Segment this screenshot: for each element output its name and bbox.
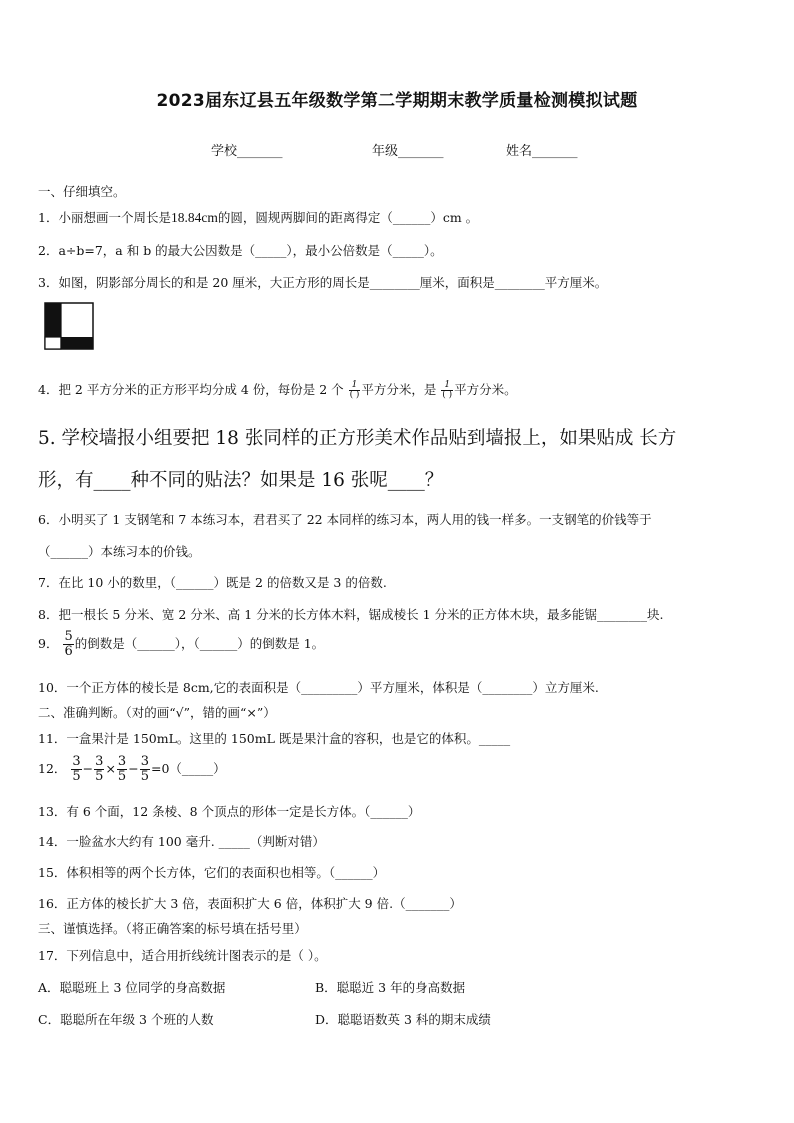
- question-1-text-a: 小丽想画一个周长是: [58, 210, 171, 225]
- question-12-fraction-3: $\frac{3}{5}$: [117, 754, 127, 784]
- choice-a[interactable]: A．聪聪班上 3 位同学的身高数据: [38, 980, 226, 995]
- school-field[interactable]: 学校_______: [211, 144, 283, 159]
- choice-d[interactable]: D．聪聪语数英 3 科的期末成绩: [315, 1012, 491, 1027]
- question-10: 10．一个正方体的棱长是 8cm,它的表面积是（_________）平方厘米，体积是（________）立方厘米.: [38, 680, 599, 695]
- question-16: 16．正方体的棱长扩大 3 倍，表面积扩大 6 倍，体积扩大 9 倍.（_______）: [38, 896, 462, 911]
- question-6-line-2: （______）本练习本的价钱。: [38, 544, 201, 559]
- question-12-fraction-2: $\frac{3}{5}$: [95, 754, 104, 784]
- question-9-text: 的倒数是（______），（______）的倒数是 1。: [74, 636, 325, 651]
- section-1-heading: 一、仔细填空。: [38, 184, 126, 199]
- question-4: [38, 380, 517, 400]
- question-5-line-1: 5. 学校墙报小组要把 18 张同样的正方形美术作品贴到墙报上，如果贴成 长方: [38, 428, 677, 449]
- question-12-operator-3: −: [128, 761, 139, 776]
- question-12-fraction-1: $\frac{3}{5}$: [72, 754, 81, 784]
- question-4-number: 4．: [38, 382, 59, 397]
- question-15: 15．体积相等的两个长方体，它们的表面积也相等。（______）: [38, 865, 386, 880]
- question-4-fraction-1: $\frac{1}{( )}$: [349, 380, 360, 400]
- question-1: [38, 208, 478, 226]
- question-9: [38, 630, 324, 659]
- square-figure: [44, 302, 94, 350]
- question-9-number: 9．: [38, 636, 59, 651]
- question-6-line-1: 6．小明买了 1 支钢笔和 7 本练习本，君君买了 22 本同样的练习本，两人用的钱一样多。一支钢笔的价钱等于: [38, 512, 652, 527]
- question-11: 11．一盒果汁是 150mL。这里的 150mL 既是果汁盒的容积，也是它的体积。_____: [38, 731, 511, 746]
- page-title: 2023届东辽县五年级数学第二学期期末教学质量检测模拟试题: [156, 91, 638, 111]
- grade-field[interactable]: 年级_______: [372, 144, 444, 159]
- question-12-tail: =0（_____）: [150, 761, 226, 776]
- question-4-text-c: 平方分米。: [454, 382, 517, 397]
- question-17: 17．下列信息中，适合用折线统计图表示的是（ ）。: [38, 948, 327, 963]
- question-3: [38, 273, 607, 291]
- shaded-bottom-strip: [61, 337, 93, 349]
- question-7: 7．在比 10 小的数里，（______）既是 2 的倍数又是 3 的倍数.: [38, 575, 387, 590]
- question-12-number: 12．: [38, 761, 67, 776]
- question-3-text: 如图，阴影部分周长的和是 20 厘米，大正方形的周长是________厘米，面积是________平方厘米。: [58, 275, 608, 290]
- question-12-operator-1: −: [82, 761, 94, 776]
- question-4-text-a: 把 2 平方分米的正方形平均分成 4 份，每份是 2 个: [58, 382, 344, 397]
- choice-b[interactable]: B．聪聪近 3 年的身高数据: [315, 980, 466, 995]
- question-12: [38, 755, 226, 784]
- question-1-text-b: 的圆，圆规两脚间的距离得定（______）cm 。: [217, 210, 479, 225]
- shaded-left-strip: [45, 303, 61, 337]
- question-12-fraction-4: $\frac{3}{5}$: [140, 754, 149, 784]
- question-1-value: 18.84cm: [170, 210, 218, 225]
- question-3-number: 3．: [38, 275, 59, 290]
- section-3-heading: 三、谨慎选择。（将正确答案的标号填在括号里）: [38, 921, 307, 936]
- question-1-number: 1．: [38, 210, 59, 225]
- question-2-number: 2．: [38, 243, 59, 258]
- question-2-text: a÷b=7，a 和 b 的最大公因数是（_____），最小公倍数是（_____）。: [58, 243, 443, 258]
- question-2: [38, 241, 443, 259]
- question-14: 14．一脸盆水大约有 100 毫升. _____（判断对错）: [38, 834, 325, 849]
- name-field[interactable]: 姓名_______: [506, 144, 578, 159]
- question-4-text-b: 平方分米，是: [361, 382, 437, 397]
- question-8: 8．把一根长 5 分米、宽 2 分米、高 1 分米的长方体木料，锯成棱长 1 分米的正方体木块，最多能锯________块.: [38, 607, 664, 622]
- question-4-fraction-2: $\frac{1}{( )}$: [442, 380, 453, 400]
- question-9-fraction: $\frac{5}{6}$: [64, 629, 73, 659]
- question-5-line-2: 形，有____种不同的贴法？如果是 16 张呢____？: [38, 470, 444, 491]
- section-2-heading: 二、准确判断。（对的画“√”，错的画“×”）: [38, 705, 276, 720]
- small-square: [45, 337, 61, 349]
- question-13: 13．有 6 个面，12 条棱、8 个顶点的形体一定是长方体。（______）: [38, 804, 421, 819]
- question-12-operator-2: ×: [105, 761, 116, 776]
- choice-c[interactable]: C．聪聪所在年级 3 个班的人数: [38, 1012, 214, 1027]
